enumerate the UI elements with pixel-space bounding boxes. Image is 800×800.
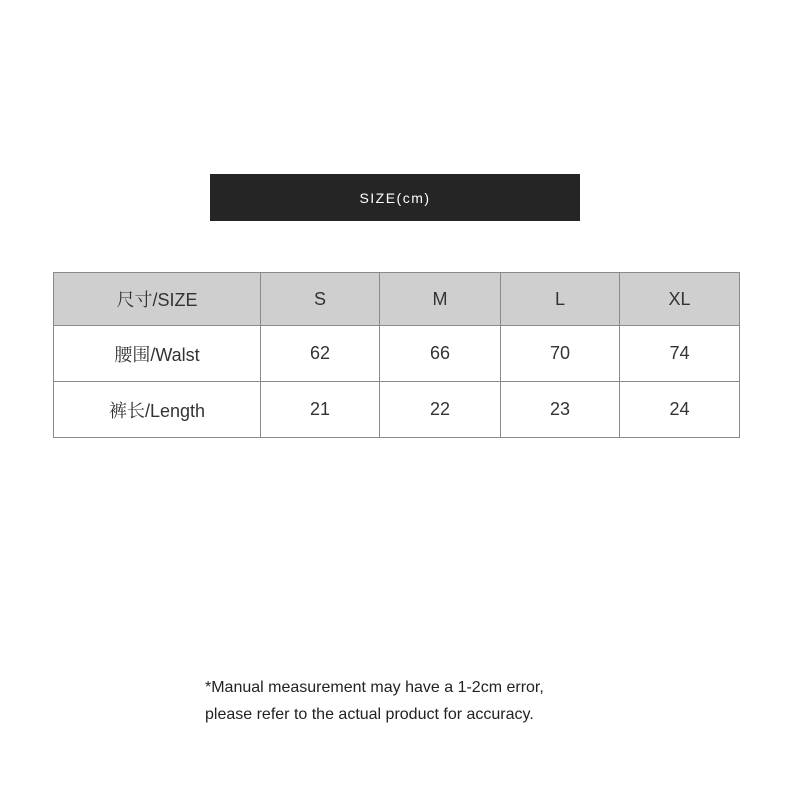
row-label-length: 裤长/Length bbox=[54, 382, 261, 438]
table-row-waist bbox=[54, 326, 740, 382]
size-chart-table bbox=[53, 272, 740, 438]
table-cell: 66 bbox=[380, 326, 501, 382]
header-cell-size: 尺寸/SIZE bbox=[54, 273, 261, 326]
header-cell-xl: XL bbox=[620, 273, 740, 326]
table-header-row bbox=[54, 273, 740, 326]
size-title-banner bbox=[210, 174, 580, 221]
table-row-length bbox=[54, 382, 740, 438]
header-cell-s: S bbox=[261, 273, 380, 326]
table-cell: 74 bbox=[620, 326, 740, 382]
header-cell-l: L bbox=[501, 273, 620, 326]
table-cell: 70 bbox=[501, 326, 620, 382]
note-line-2: please refer to the actual product for accuracy. bbox=[205, 706, 534, 723]
table-cell: 24 bbox=[620, 382, 740, 438]
size-title: SIZE(cm) bbox=[359, 189, 431, 206]
table-cell: 21 bbox=[261, 382, 380, 438]
table-cell: 62 bbox=[261, 326, 380, 382]
header-cell-m: M bbox=[380, 273, 501, 326]
measurement-note bbox=[205, 674, 544, 728]
note-line-1: *Manual measurement may have a 1-2cm error, bbox=[205, 679, 544, 696]
table-cell: 22 bbox=[380, 382, 501, 438]
row-label-waist: 腰围/Walst bbox=[54, 326, 261, 382]
table-cell: 23 bbox=[501, 382, 620, 438]
